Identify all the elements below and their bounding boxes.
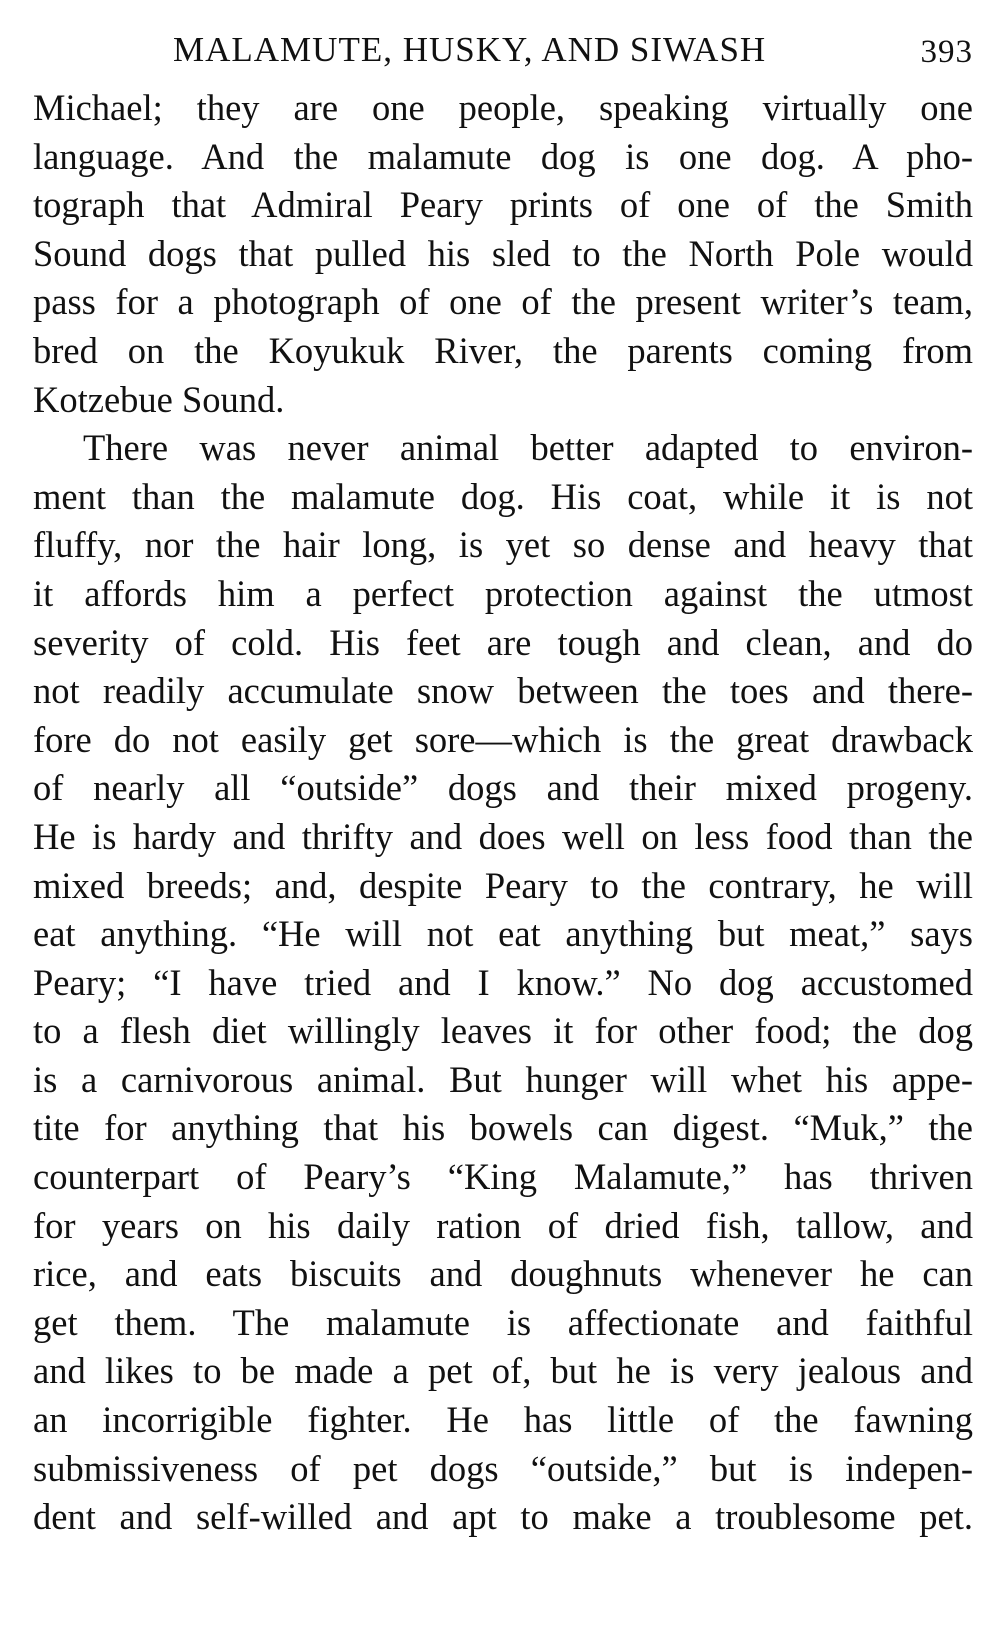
text-line: tite for anything that his bowels can digest. “Muk,” the (33, 1107, 973, 1149)
text-line: of nearly all “outside” dogs and their mixed progeny. (33, 767, 973, 809)
text-line: tograph that Admiral Peary prints of one of the Smith (33, 184, 973, 226)
text-line: severity of cold. His feet are tough and clean, and do (33, 621, 973, 663)
text-line: an incorrigible fighter. He has little of the fawning (33, 1399, 973, 1441)
text-line: to a flesh diet willingly leaves it for other food; the dog (33, 1010, 973, 1052)
text-line: fore do not easily get sore—which is the great drawback (33, 718, 973, 760)
text-line: for years on his daily ration of dried fish, tallow, and (33, 1204, 973, 1246)
running-head (33, 22, 973, 84)
page-number: 393 (920, 34, 973, 70)
text-line: is a carnivorous animal. But hunger will whet his appe- (33, 1058, 973, 1100)
text-line: He is hardy and thrifty and does well on less food than the (33, 815, 973, 857)
running-title: MALAMUTE, HUSKY, AND SIWASH (173, 30, 767, 69)
text-line: submissiveness of pet dogs “outside,” but is indepen- (33, 1447, 973, 1489)
text-line: eat anything. “He will not eat anything but meat,” says (33, 913, 973, 955)
text-line: ment than the malamute dog. His coat, while it is not (33, 475, 973, 517)
text-line: pass for a photograph of one of the present writer’s team, (33, 281, 973, 323)
text-line: fluffy, nor the hair long, is yet so dense and heavy that (33, 524, 973, 566)
text-line: counterpart of Peary’s “King Malamute,” has thriven (33, 1156, 973, 1198)
text-line: Michael; they are one people, speaking virtually one (33, 87, 973, 128)
text-line: it affords him a perfect protection against the utmost (33, 572, 973, 614)
body-text (33, 84, 973, 1542)
text-line: dent and self-willed and apt to make a troublesome pet. (33, 1496, 973, 1538)
text-line: There was never animal better adapted to environ- (83, 427, 973, 469)
text-line: Sound dogs that pulled his sled to the North Pole would (33, 232, 973, 274)
book-page (33, 22, 973, 1542)
paragraph-continued (33, 84, 973, 424)
text-line: rice, and eats biscuits and doughnuts whenever he can (33, 1253, 973, 1295)
text-line: mixed breeds; and, despite Peary to the contrary, he will (33, 864, 973, 906)
text-line: not readily accumulate snow between the toes and there- (33, 670, 973, 712)
text-line: language. And the malamute dog is one dog. A pho- (33, 135, 973, 177)
text-line: and likes to be made a pet of, but he is very jealous and (33, 1350, 973, 1392)
text-line: bred on the Koyukuk River, the parents coming from (33, 329, 973, 371)
paragraph-malamute-description (33, 424, 973, 1542)
text-line: Kotzebue Sound. (33, 378, 285, 420)
text-line: get them. The malamute is affectionate and faithful (33, 1301, 973, 1343)
text-line: Peary; “I have tried and I know.” No dog accustomed (33, 961, 973, 1003)
